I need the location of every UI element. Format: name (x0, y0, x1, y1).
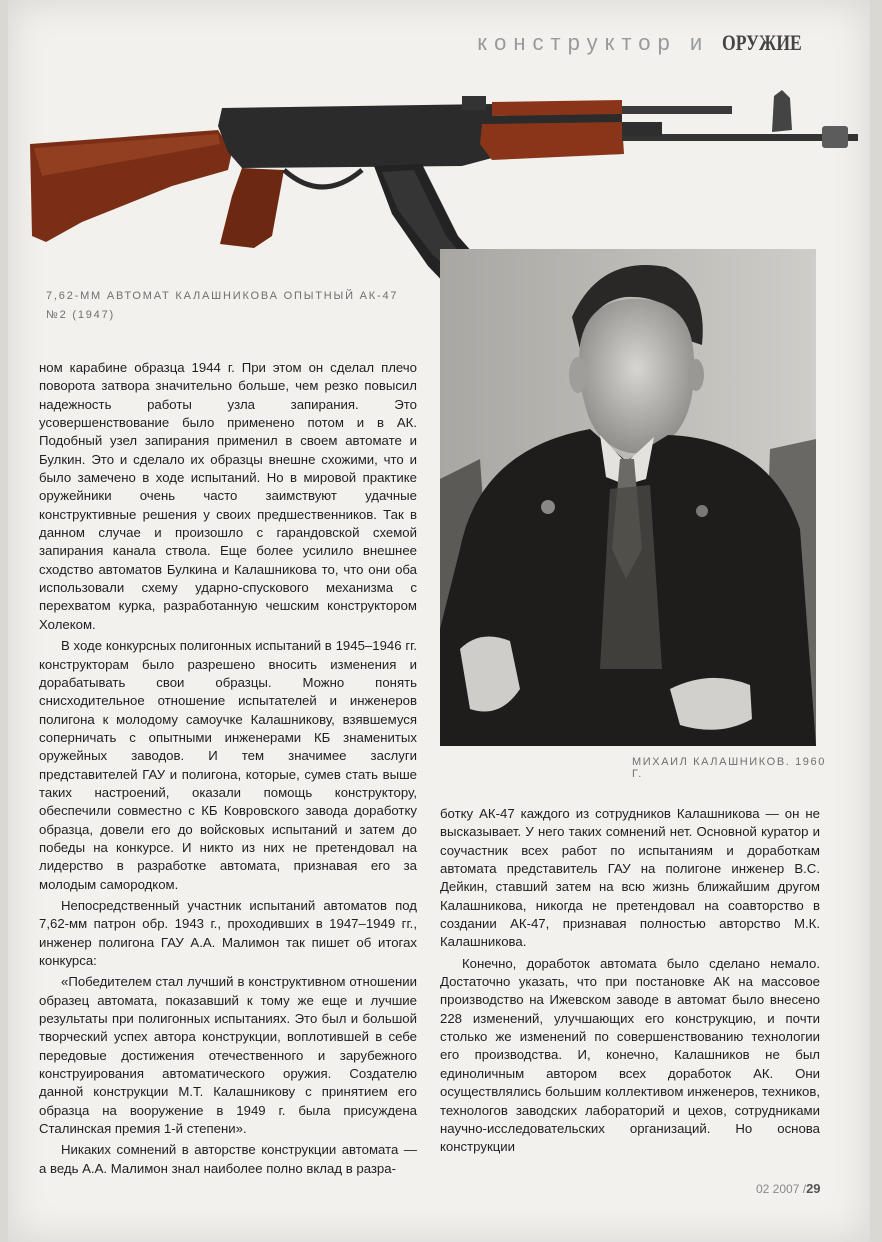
magazine-page (8, 0, 870, 1242)
magazine-logo: ОРУЖИЕ (722, 30, 803, 55)
issue-label: 02 2007 (756, 1182, 800, 1196)
rifle-caption: 7,62-ММ АВТОМАТ КАЛАШНИКОВА ОПЫТНЫЙ АК-47 №2 (1947) (46, 290, 399, 321)
paragraph: Никаких сомнений в авторстве конструкции автомата — а ведь А.А. Малимон знал наиболее полно вклад в разра- (39, 1142, 417, 1176)
quote-paragraph: «Победителем стал лучший в конструктивном отношении образец автомата, показавший к тому же еще и лучшие результаты при полигонных испытаниях. Это был и большой творческий успех автора конструкции, воплотившей в себе передовые достижения отечественного и зарубежного конструирования автоматического оружия. Создателю данной конструкции М.Т. Калашникову с принятием его образца на вооружение в 1949 г. была присуждена Сталинская премия 1-й степени». (39, 974, 417, 1137)
text-column-left (39, 359, 417, 1178)
paragraph: Конечно, доработок автомата было сделано немало. Достаточно указать, что при постановке АК на массовое производство на Ижевском заводе в автомат было внесено 228 изменений, улучшающих его конструкцию, и почти столько же изменений по совершенствованию технологии его производства. И, конечно, Калашников не был единоличным автором всех доработок АК. Они осуществлялись большим коллективом инженеров, техников, технологов заводских лабораторий и цехов, сотрудниками научно-исследовательских организаций. Но основа конструкции (440, 955, 820, 1155)
paragraph: В ходе конкурсных полигонных испытаний в 1945–1946 гг. конструкторам было разрешено вносить изменения и дорабатывать свои образцы. Можно понять снисходительное отношение испытателей и инженеров полигона к молодому самоучке Калашникову, взявшемуся соперничать с опытными инженерами КБ знаменитых оружейных заводов. И тем значимее заслуги представителей ГАУ и полигона, которые, сумев стать выше таких настроений, оказали помощь конструктору, обеспечили совместно с КБ Ковровского завода доработку образца, довели его до войсковых испытаний и затем до победы на конкурсе. И никто из них не претендовал на лидерство в разработке автомата, признавая его за молодым самородком. (39, 638, 417, 892)
paragraph: ном карабине образца 1944 г. При этом он сделал плечо поворота затвора значительно больше, чем резко повысил надежность работы узла запирания. Это усовершенствование было применено потом и в АК. Подобный узел запирания применил в своем автомате и Булкин. Это и сделало их образцы внешне схожими, что и было замечено в ходе испытаний. Но в мировой практике оружейники очень часто заимствуют удачные конструктивные решения у своих предшественников. Так в данном случае и произошло с гарандовской схемой запирания канала ствола. Еще более усилило внешнее сходство автоматов Булкина и Калашникова то, что они оба использовали схему ударно-спускового механизма с перехватом курка, разработанную чешским конструктором Холеком. (39, 360, 417, 632)
portrait-face (579, 299, 694, 453)
text-column-right (440, 805, 820, 1157)
section-title: конструктор и (477, 30, 710, 55)
paragraph: ботку АК-47 каждого из сотрудников Калашникова — он не высказывает. У него таких сомнений нет. Основной куратор и соучастник всех работ по испытаниям и доработкам автомата представитель ГАУ на полигоне инженер В.С. Дейкин, ставший затем на всю жизнь ближайшим другом Калашникова, никогда не претендовал на соавторство в создании АК-47, признавая полностью авторство М.К. Калашникова. (440, 806, 820, 950)
running-header (477, 30, 822, 56)
portrait-photo (440, 249, 816, 746)
paragraph: Непосредственный участник испытаний автоматов под 7,62-мм патрон обр. 1943 г., проходивших в 1947–1949 гг., инженер полигона ГАУ А.А. Малимон так пишет об итогах конкурса: (39, 897, 417, 968)
rifle-pistol-grip (220, 168, 284, 248)
photo-caption: МИХАИЛ КАЛАШНИКОВ. 1960 Г. (632, 756, 826, 780)
page-folio: 02 2007 /29 (756, 1181, 821, 1196)
page-number: 29 (806, 1181, 821, 1196)
